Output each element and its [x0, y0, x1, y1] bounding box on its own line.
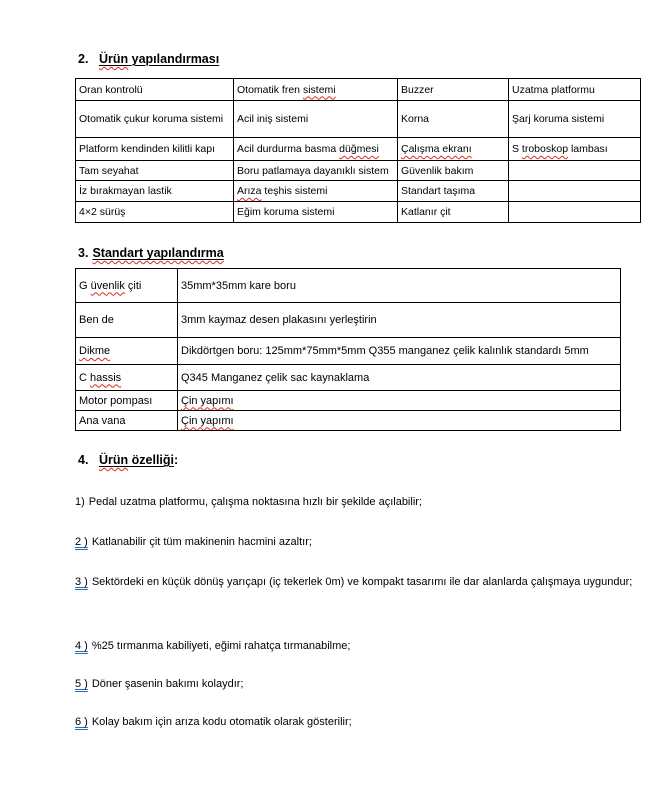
- misspelled-word: Çalışma ekranı: [401, 143, 472, 155]
- cell-text: Oran kontrolü: [79, 83, 143, 96]
- cell-text: çiti: [124, 279, 142, 292]
- item-number: 2 ): [75, 536, 88, 548]
- table-cell: [76, 269, 178, 303]
- misspelled-word: düğmesi: [339, 143, 379, 155]
- table-cell: [76, 181, 234, 202]
- table-row: [76, 161, 641, 181]
- table-cell: [76, 101, 234, 138]
- misspelled-word: Ürün: [99, 453, 129, 467]
- item-number: 5 ): [75, 678, 88, 690]
- cell-text: C: [79, 371, 90, 384]
- cell-text: lambası: [568, 143, 608, 155]
- table-cell: [234, 138, 398, 161]
- table-row: [76, 391, 621, 411]
- misspelled-word: Çin yapımı: [181, 394, 234, 407]
- table-cell: [234, 202, 398, 223]
- cell-text: Otomatik çukur koruma sistemi: [79, 113, 224, 125]
- table-cell: [234, 181, 398, 202]
- table-cell: [76, 338, 178, 365]
- cell-text: Platform kendinden kilitli kapı: [79, 143, 215, 155]
- table-cell: [178, 391, 621, 411]
- cell-text: Ana vana: [79, 414, 126, 427]
- table-cell: [509, 181, 641, 202]
- table-cell: [509, 202, 641, 223]
- item-text: Pedal uzatma platformu, çalışma noktasına hızlı bir şekilde açılabilir;: [88, 496, 422, 508]
- table-row: [76, 338, 621, 365]
- table-cell: [76, 202, 234, 223]
- table-cell: [509, 101, 641, 138]
- table-row: [76, 79, 641, 101]
- table-cell: [76, 391, 178, 411]
- misspelled-word: Standart yapılandırma: [92, 246, 224, 260]
- feature-item-2: [75, 530, 650, 554]
- table-cell: [234, 161, 398, 181]
- heading-number: 3.: [78, 246, 89, 260]
- table-row: [76, 101, 641, 138]
- cell-text: İz bırakmayan lastik: [79, 185, 172, 197]
- table-cell: [398, 161, 509, 181]
- table-row: [76, 303, 621, 338]
- feature-item-6: [75, 710, 650, 734]
- table-cell: [76, 365, 178, 391]
- cell-text: Dikdörtgen boru: 125mm*75mm*5mm Q355 manganez çelik kalınlık standardı 5mm: [181, 345, 589, 357]
- misspelled-word: Çin yapımı: [181, 414, 234, 427]
- heading-text: [92, 246, 223, 260]
- feature-item-5: [75, 672, 650, 696]
- table-cell: [398, 79, 509, 101]
- table-cell: [76, 303, 178, 338]
- feature-item-4: [75, 634, 650, 658]
- misspelled-word: hassis: [90, 371, 122, 384]
- item-number: 4 ): [75, 640, 88, 652]
- cell-text: 4×2 sürüş: [79, 206, 126, 218]
- item-text: Döner şasenin bakımı kolaydır;: [91, 678, 244, 690]
- table-row: [76, 365, 621, 391]
- cell-text: Q345 Manganez çelik sac kaynaklama: [181, 371, 370, 384]
- cell-text: Boru patlamaya dayanıklı sistem: [237, 164, 389, 177]
- cell-text: G: [79, 279, 91, 292]
- cell-text: Tam seyahat: [79, 164, 139, 177]
- cell-text: Motor pompası: [79, 394, 153, 407]
- heading-number: 2.: [78, 52, 89, 66]
- cell-text: Katlanır çit: [401, 206, 451, 218]
- table-cell: [76, 411, 178, 431]
- heading-text: [99, 52, 219, 66]
- section-heading-3: [78, 245, 224, 261]
- table-row: [76, 202, 641, 223]
- misspelled-word: troboskop: [521, 143, 569, 155]
- table-cell: [76, 138, 234, 161]
- heading-text-rest: yapılandırması: [128, 52, 220, 66]
- heading-text: [99, 453, 174, 467]
- item-text: Kolay bakım için arıza kodu otomatik olarak gösterilir;: [91, 716, 352, 728]
- table-cell: [398, 181, 509, 202]
- misspelled-word: Ürün: [99, 52, 129, 66]
- misspelled-word: Arıza: [237, 185, 262, 197]
- table-cell: [178, 269, 621, 303]
- cell-text: Standart taşıma: [401, 185, 476, 197]
- item-text: %25 tırmanma kabiliyeti, eğimi rahatça tırmanabilme;: [91, 640, 351, 652]
- heading-text-rest: özelliği: [128, 453, 175, 467]
- misspelled-word: üvenlik: [90, 279, 125, 292]
- cell-text: teşhis sistemi: [261, 185, 328, 197]
- misspelled-word: sistemi: [302, 83, 336, 96]
- item-number: 6 ): [75, 716, 88, 728]
- item-number: 3 ): [75, 576, 88, 588]
- table-cell: [234, 79, 398, 101]
- feature-item-1: [75, 490, 650, 514]
- misspelled-word: Dikme: [79, 345, 111, 357]
- table-cell: [76, 79, 234, 101]
- table-cell: [398, 138, 509, 161]
- cell-text: 35mm*35mm kare boru: [181, 279, 296, 292]
- cell-text: Buzzer: [401, 83, 434, 96]
- table-cell: [178, 365, 621, 391]
- product-configuration-table: [75, 78, 641, 223]
- cell-text: Ben de: [79, 314, 114, 326]
- table-cell: [178, 338, 621, 365]
- table-cell: [509, 79, 641, 101]
- table-cell: [234, 101, 398, 138]
- cell-text: Acil durdurma basma: [237, 143, 340, 155]
- table-row: [76, 269, 621, 303]
- heading-colon: :: [174, 453, 179, 467]
- section-heading-4: [78, 452, 178, 468]
- table-row: [76, 138, 641, 161]
- cell-text: Uzatma platformu: [512, 83, 595, 96]
- table-cell: [178, 411, 621, 431]
- table-row: [76, 411, 621, 431]
- cell-text: Güvenlik bakım: [401, 164, 474, 177]
- table-cell: [509, 138, 641, 161]
- table-cell: [509, 161, 641, 181]
- item-number: 1): [75, 496, 85, 508]
- table-cell: [178, 303, 621, 338]
- item-text: Sektördeki en küçük dönüş yarıçapı (iç tekerlek 0m) ve kompakt tasarımı ile dar alanlarda çalışmaya uygundur;: [91, 576, 633, 588]
- cell-text: Acil iniş sistemi: [237, 113, 309, 125]
- table-cell: [398, 101, 509, 138]
- cell-text: Şarj koruma sistemi: [512, 113, 605, 125]
- item-text: Katlanabilir çit tüm makinenin hacmini azaltır;: [91, 536, 312, 548]
- table-row: [76, 181, 641, 202]
- cell-text: Otomatik fren: [237, 83, 303, 96]
- cell-text: 3mm kaymaz desen plakasını yerleştirin: [181, 314, 377, 326]
- table-cell: [398, 202, 509, 223]
- cell-text: S: [512, 143, 522, 155]
- standard-configuration-table: [75, 268, 621, 431]
- table-cell: [76, 161, 234, 181]
- section-heading-2: [78, 51, 219, 67]
- cell-text: Korna: [401, 113, 430, 125]
- cell-text: Eğim koruma sistemi: [237, 206, 335, 218]
- heading-number: 4.: [78, 453, 89, 467]
- feature-item-3: [75, 570, 650, 594]
